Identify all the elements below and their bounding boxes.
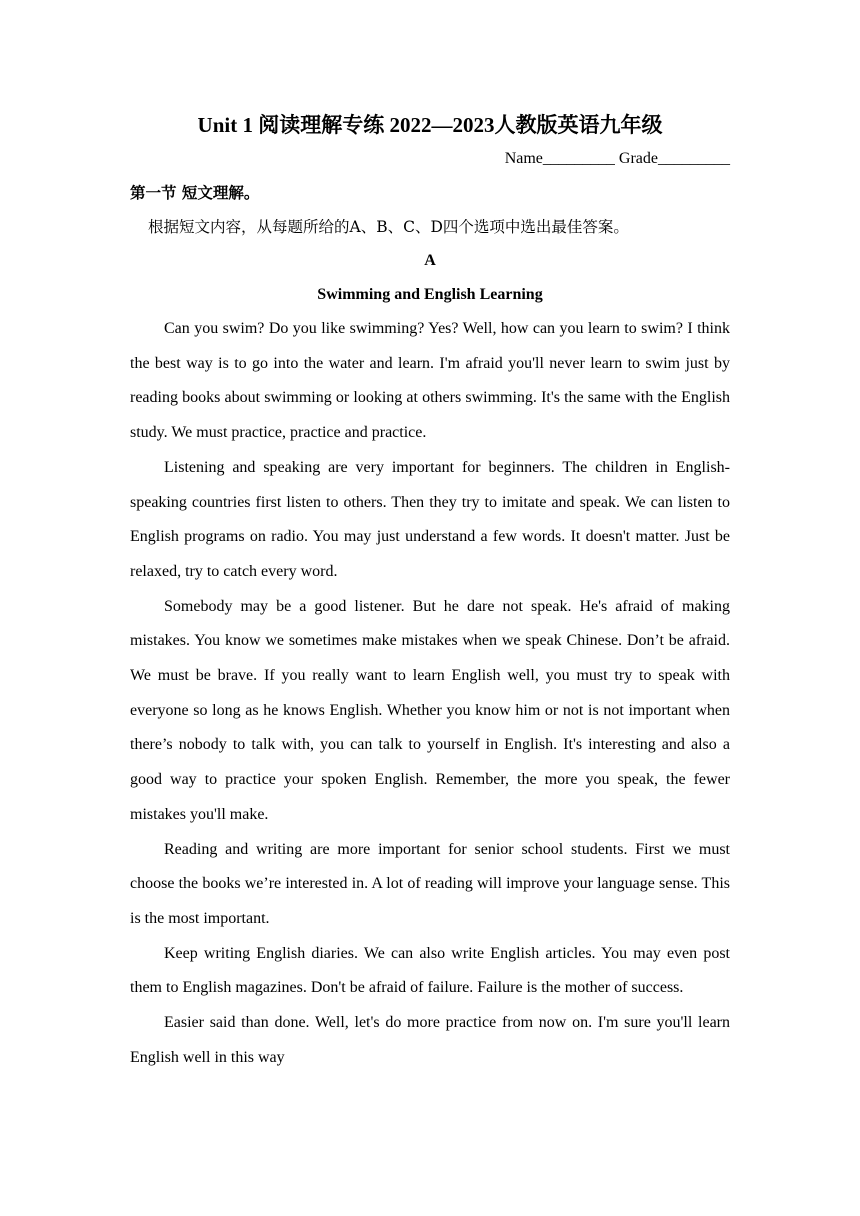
- passage-paragraph: Easier said than done. Well, let's do more practice from now on. I'm sure you'll learn English well in this way: [130, 1014, 730, 1066]
- passage-letter: A: [424, 252, 436, 269]
- section-instruction: 根据短文内容，从每题所给的A、B、C、D四个选项中选出最佳答案。: [148, 218, 629, 236]
- passage-paragraph: Keep writing English diaries. We can also write English articles. You may even post them to English magazines. Don't be afraid of failure. Failure is the mother of success.: [130, 944, 730, 997]
- document-content: [130, 108, 730, 1075]
- passage-paragraph: Can you swim? Do you like swimming? Yes? Well, how can you learn to swim? I think the best way is to go into the water and learn. I'm afraid you'll never learn to swim just by reading books about swimming or looking at others swimming. It's the same with the English study. We must practice, practice and practice.: [130, 320, 730, 442]
- passage-paragraph: Somebody may be a good listener. But he dare not speak. He's afraid of making mistakes. You know we sometimes make mistakes when we speak Chinese. Don’t be afraid. We must be brave. If you really want to learn English well, you must try to speak with everyone so long as he knows English. Whether you know him or not is not important when there’s nobody to talk with, you can talk to yourself in English. It's interesting and also a good way to practice your spoken English. Remember, the more you speak, the fewer mistakes you'll make.: [130, 597, 730, 823]
- passage-title: Swimming and English Learning: [317, 286, 543, 303]
- document-title: Unit 1 阅读理解专练 2022—2023人教版英语九年级: [197, 113, 663, 137]
- name-grade-line: Name_________ Grade_________: [504, 150, 730, 167]
- section-heading: 第一节 短文理解。: [130, 184, 260, 202]
- passage-paragraph: Listening and speaking are very important for beginners. The children in English-speaking countries first listen to others. Then they try to imitate and speak. We can listen to English programs on radio. You may just understand a few words. It doesn't matter. Just be relaxed, try to catch every word.: [130, 458, 730, 580]
- passage-paragraph: Reading and writing are more important for senior school students. First we must choose the books we’re interested in. A lot of reading will improve your language sense. This is the most important.: [130, 840, 730, 927]
